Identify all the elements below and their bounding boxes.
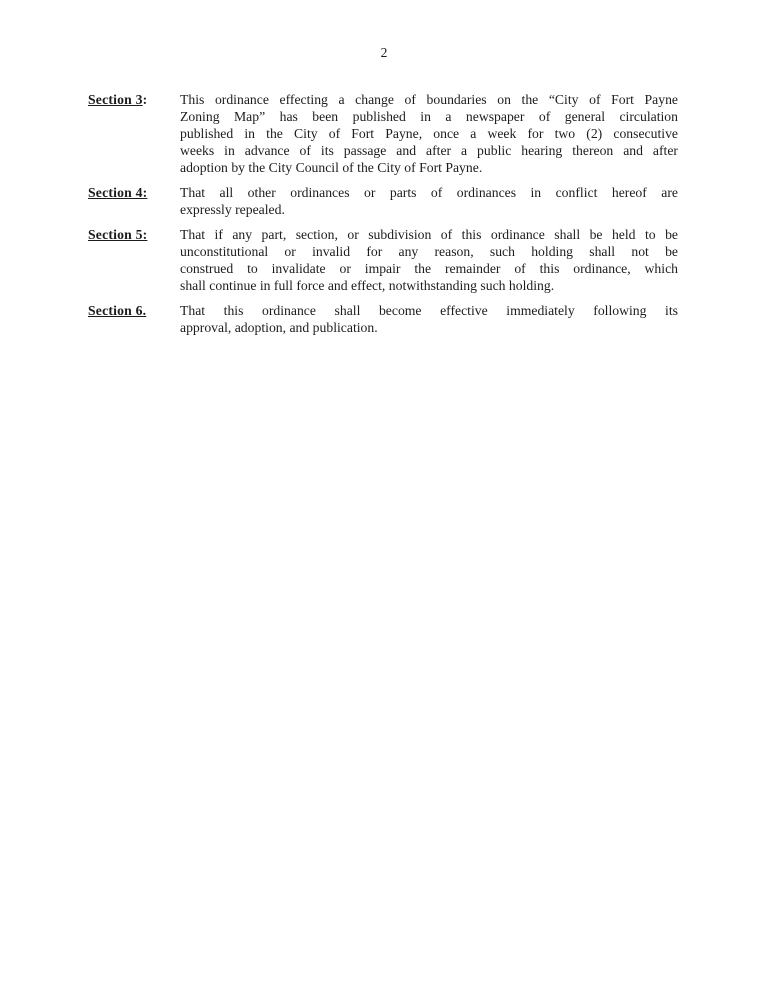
section-3-block bbox=[88, 91, 678, 176]
section-3-heading-text: Section 3 bbox=[88, 92, 143, 107]
paragraph-line: approval, adoption, and publication. bbox=[180, 320, 378, 335]
section-6-heading-text: Section 6. bbox=[88, 303, 147, 318]
section-6-paragraph bbox=[180, 302, 678, 336]
paragraph-line: weeks in advance of its passage and after a public hearing thereon and after bbox=[180, 143, 678, 158]
paragraph-line: That if any part, section, or subdivision of this ordinance shall be held to be bbox=[180, 227, 678, 242]
section-6-heading bbox=[88, 302, 180, 336]
page-number: 2 bbox=[380, 45, 388, 60]
section-3-paragraph bbox=[180, 91, 678, 176]
section-4-paragraph bbox=[180, 184, 678, 218]
paragraph-line: shall continue in full force and effect, notwithstanding such holding. bbox=[180, 278, 555, 293]
section-6-block bbox=[88, 302, 678, 336]
section-3-heading-punct: : bbox=[142, 92, 148, 107]
paragraph-line: published in the City of Fort Payne, once a week for two (2) consecutive bbox=[180, 126, 678, 141]
section-3-heading bbox=[88, 91, 180, 176]
paragraph-line: adoption by the City Council of the City of Fort Payne. bbox=[180, 160, 483, 175]
paragraph-line: unconstitutional or invalid for any reason, such holding shall not be bbox=[180, 244, 678, 259]
section-4-heading-text: Section 4: bbox=[88, 185, 148, 200]
paragraph-line: That all other ordinances or parts of ordinances in conflict hereof are bbox=[180, 185, 678, 200]
paragraph-line: expressly repealed. bbox=[180, 202, 285, 217]
section-4-heading bbox=[88, 184, 180, 218]
paragraph-line: construed to invalidate or impair the remainder of this ordinance, which bbox=[180, 261, 678, 276]
section-5-block bbox=[88, 226, 678, 294]
paragraph-line: Zoning Map” has been published in a newspaper of general circulation bbox=[180, 109, 678, 124]
paragraph-line: That this ordinance shall become effective immediately following its bbox=[180, 303, 678, 318]
section-5-heading bbox=[88, 226, 180, 294]
section-5-paragraph bbox=[180, 226, 678, 294]
section-5-heading-text: Section 5: bbox=[88, 227, 148, 242]
document-content bbox=[88, 91, 678, 336]
section-4-block bbox=[88, 184, 678, 218]
paragraph-line: This ordinance effecting a change of boundaries on the “City of Fort Payne bbox=[180, 92, 678, 107]
